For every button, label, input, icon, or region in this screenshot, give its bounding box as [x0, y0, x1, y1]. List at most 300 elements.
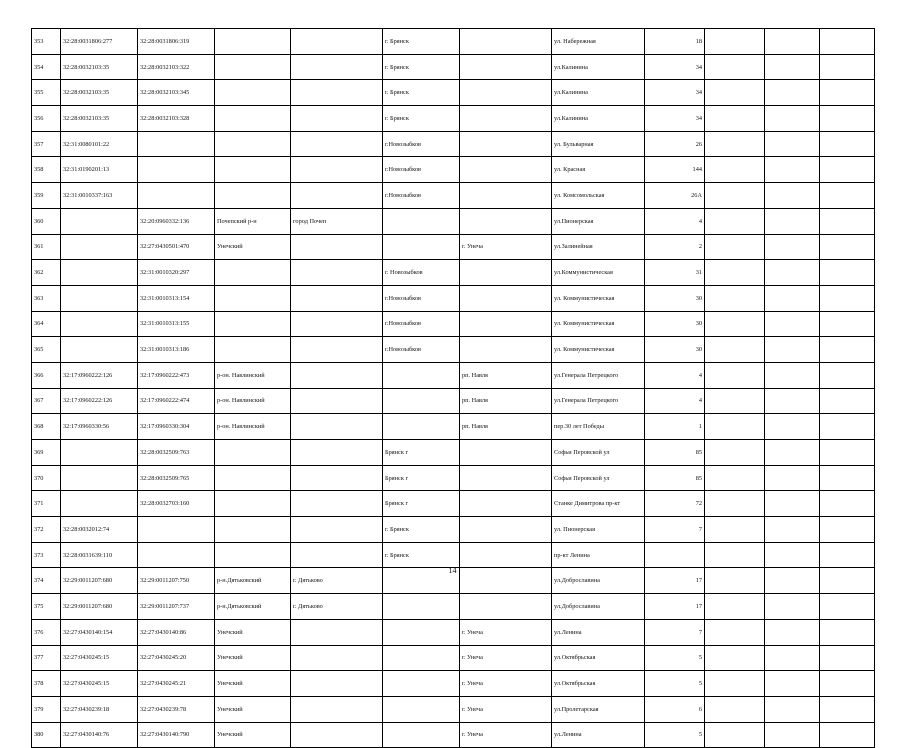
town-cell: г. Брянск — [383, 106, 460, 132]
town-cell: г. Брянск — [383, 517, 460, 543]
town-cell: г. Брянск — [383, 29, 460, 55]
row-number-cell: 362 — [32, 260, 61, 286]
house-number-cell: 30 — [645, 285, 705, 311]
old-cadastral-number-cell — [61, 285, 138, 311]
empty-cell — [820, 234, 875, 260]
old-cadastral-number-cell: 32:31:0190201:13 — [61, 157, 138, 183]
row-number-cell: 377 — [32, 645, 61, 671]
street-cell: ул. Коммунистическая — [552, 337, 645, 363]
settlement-cell — [460, 131, 552, 157]
town-cell: Брянск г — [383, 465, 460, 491]
property-register-table — [31, 28, 875, 748]
empty-cell — [820, 183, 875, 209]
town-cell: г. Новозыбков — [383, 260, 460, 286]
street-cell: Софьи Перовской ул — [552, 440, 645, 466]
old-cadastral-number-cell: 32:27:0430239:18 — [61, 696, 138, 722]
house-number-cell: 30 — [645, 337, 705, 363]
table-row — [32, 619, 875, 645]
settlement-cell — [460, 106, 552, 132]
city-cell — [291, 671, 383, 697]
empty-cell — [705, 131, 765, 157]
city-cell — [291, 414, 383, 440]
empty-cell — [705, 542, 765, 568]
town-cell: г.Новозыбков — [383, 285, 460, 311]
city-cell — [291, 157, 383, 183]
cadastral-number-cell: 32:27:0430140:86 — [138, 619, 215, 645]
row-number-cell: 356 — [32, 106, 61, 132]
district-cell — [215, 29, 291, 55]
cadastral-number-cell: 32:27:0430245:21 — [138, 671, 215, 697]
empty-cell — [820, 517, 875, 543]
empty-cell — [765, 491, 820, 517]
empty-cell — [705, 517, 765, 543]
house-number-cell: 17 — [645, 594, 705, 620]
row-number-cell: 358 — [32, 157, 61, 183]
cadastral-number-cell: 32:31:0010313:186 — [138, 337, 215, 363]
empty-cell — [820, 388, 875, 414]
empty-cell — [705, 645, 765, 671]
old-cadastral-number-cell: 32:28:0031639:110 — [61, 542, 138, 568]
empty-cell — [820, 29, 875, 55]
district-cell: Почепский р-н — [215, 208, 291, 234]
settlement-cell — [460, 80, 552, 106]
old-cadastral-number-cell: 32:27:0430140:76 — [61, 722, 138, 748]
district-cell — [215, 260, 291, 286]
row-number-cell: 369 — [32, 440, 61, 466]
empty-cell — [705, 208, 765, 234]
old-cadastral-number-cell: 32:28:0031806:277 — [61, 29, 138, 55]
empty-cell — [765, 440, 820, 466]
empty-cell — [705, 696, 765, 722]
empty-cell — [820, 619, 875, 645]
cadastral-number-cell: 32:31:0010313:155 — [138, 311, 215, 337]
row-number-cell: 367 — [32, 388, 61, 414]
empty-cell — [820, 414, 875, 440]
cadastral-number-cell: 32:17:0960330:304 — [138, 414, 215, 440]
old-cadastral-number-cell: 32:27:0430245:15 — [61, 671, 138, 697]
empty-cell — [765, 362, 820, 388]
empty-cell — [765, 54, 820, 80]
empty-cell — [705, 619, 765, 645]
empty-cell — [705, 285, 765, 311]
house-number-cell: 5 — [645, 645, 705, 671]
table-row — [32, 517, 875, 543]
old-cadastral-number-cell — [61, 260, 138, 286]
table-row — [32, 645, 875, 671]
house-number-cell: 7 — [645, 517, 705, 543]
empty-cell — [765, 131, 820, 157]
empty-cell — [765, 542, 820, 568]
cadastral-number-cell: 32:28:0032703:160 — [138, 491, 215, 517]
district-cell — [215, 183, 291, 209]
street-cell: ул. Красная — [552, 157, 645, 183]
settlement-cell: г. Унеча — [460, 619, 552, 645]
settlement-cell — [460, 157, 552, 183]
empty-cell — [820, 722, 875, 748]
register-sheet — [31, 28, 874, 748]
empty-cell — [765, 311, 820, 337]
street-cell: ул.Доброславина — [552, 594, 645, 620]
settlement-cell: г. Унеча — [460, 645, 552, 671]
table-row — [32, 696, 875, 722]
old-cadastral-number-cell: 32:28:0032103:35 — [61, 106, 138, 132]
street-cell: ул. Комсомольская — [552, 183, 645, 209]
row-number-cell: 353 — [32, 29, 61, 55]
settlement-cell: г. Унеча — [460, 722, 552, 748]
empty-cell — [820, 260, 875, 286]
old-cadastral-number-cell: 32:29:0011207:680 — [61, 568, 138, 594]
empty-cell — [705, 260, 765, 286]
row-number-cell: 368 — [32, 414, 61, 440]
old-cadastral-number-cell: 32:28:0032103:35 — [61, 54, 138, 80]
empty-cell — [765, 388, 820, 414]
table-row — [32, 671, 875, 697]
town-cell — [383, 414, 460, 440]
empty-cell — [765, 183, 820, 209]
empty-cell — [820, 362, 875, 388]
town-cell: г.Новозыбков — [383, 311, 460, 337]
empty-cell — [765, 696, 820, 722]
town-cell: Брянск г — [383, 491, 460, 517]
city-cell — [291, 491, 383, 517]
settlement-cell — [460, 54, 552, 80]
empty-cell — [705, 157, 765, 183]
empty-cell — [705, 337, 765, 363]
empty-cell — [820, 337, 875, 363]
house-number-cell: 30 — [645, 311, 705, 337]
empty-cell — [820, 671, 875, 697]
street-cell: ул.Генерала Петрецкого — [552, 388, 645, 414]
house-number-cell: 4 — [645, 388, 705, 414]
cadastral-number-cell: 32:17:0960222:474 — [138, 388, 215, 414]
town-cell: г.Новозыбков — [383, 183, 460, 209]
cadastral-number-cell: 32:20:0960332:136 — [138, 208, 215, 234]
cadastral-number-cell: 32:28:0032509:763 — [138, 440, 215, 466]
street-cell: ул.Генерала Петрецкого — [552, 362, 645, 388]
empty-cell — [705, 414, 765, 440]
cadastral-number-cell: 32:27:0430245:20 — [138, 645, 215, 671]
city-cell — [291, 106, 383, 132]
settlement-cell — [460, 542, 552, 568]
settlement-cell — [460, 260, 552, 286]
old-cadastral-number-cell: 32:29:0011207:680 — [61, 594, 138, 620]
city-cell — [291, 285, 383, 311]
district-cell: р-он. Навлинский — [215, 388, 291, 414]
settlement-cell — [460, 594, 552, 620]
city-cell — [291, 517, 383, 543]
district-cell — [215, 542, 291, 568]
row-number-cell: 361 — [32, 234, 61, 260]
row-number-cell: 370 — [32, 465, 61, 491]
empty-cell — [705, 440, 765, 466]
town-cell: Брянск г — [383, 440, 460, 466]
old-cadastral-number-cell: 32:27:0430245:15 — [61, 645, 138, 671]
street-cell: пр-кт Ленина — [552, 542, 645, 568]
empty-cell — [705, 362, 765, 388]
city-cell — [291, 542, 383, 568]
row-number-cell: 364 — [32, 311, 61, 337]
empty-cell — [765, 337, 820, 363]
old-cadastral-number-cell — [61, 311, 138, 337]
district-cell: Унечский — [215, 671, 291, 697]
town-cell — [383, 362, 460, 388]
district-cell: р-н.Дятьковский — [215, 594, 291, 620]
street-cell: ул.Ленина — [552, 722, 645, 748]
empty-cell — [820, 491, 875, 517]
table-row — [32, 337, 875, 363]
table-row — [32, 131, 875, 157]
district-cell — [215, 491, 291, 517]
empty-cell — [765, 671, 820, 697]
city-cell — [291, 696, 383, 722]
town-cell — [383, 645, 460, 671]
row-number-cell: 359 — [32, 183, 61, 209]
town-cell — [383, 722, 460, 748]
empty-cell — [705, 234, 765, 260]
old-cadastral-number-cell — [61, 465, 138, 491]
settlement-cell — [460, 517, 552, 543]
settlement-cell — [460, 491, 552, 517]
row-number-cell: 373 — [32, 542, 61, 568]
row-number-cell: 374 — [32, 568, 61, 594]
empty-cell — [820, 465, 875, 491]
empty-cell — [820, 131, 875, 157]
empty-cell — [820, 80, 875, 106]
row-number-cell: 357 — [32, 131, 61, 157]
empty-cell — [765, 722, 820, 748]
cadastral-number-cell: 32:27:0430239:78 — [138, 696, 215, 722]
row-number-cell: 379 — [32, 696, 61, 722]
street-cell: ул.Калинина — [552, 106, 645, 132]
city-cell: г. Дятьково — [291, 594, 383, 620]
old-cadastral-number-cell: 32:27:0430140:154 — [61, 619, 138, 645]
town-cell — [383, 594, 460, 620]
cadastral-number-cell: 32:28:0032509:765 — [138, 465, 215, 491]
district-cell — [215, 131, 291, 157]
row-number-cell: 354 — [32, 54, 61, 80]
empty-cell — [705, 54, 765, 80]
district-cell — [215, 157, 291, 183]
page-number: 14 — [448, 566, 457, 575]
street-cell: ул.Залинейная — [552, 234, 645, 260]
empty-cell — [820, 208, 875, 234]
empty-cell — [765, 80, 820, 106]
old-cadastral-number-cell — [61, 440, 138, 466]
old-cadastral-number-cell: 32:31:0010337:163 — [61, 183, 138, 209]
town-cell: г. Брянск — [383, 80, 460, 106]
settlement-cell: г. Унеча — [460, 696, 552, 722]
house-number-cell: 34 — [645, 106, 705, 132]
street-cell: ул.Доброславина — [552, 568, 645, 594]
table-row — [32, 594, 875, 620]
house-number-cell: 7 — [645, 619, 705, 645]
cadastral-number-cell: 32:28:0031806:319 — [138, 29, 215, 55]
town-cell: г.Новозыбков — [383, 337, 460, 363]
settlement-cell — [460, 440, 552, 466]
house-number-cell: 31 — [645, 260, 705, 286]
row-number-cell: 363 — [32, 285, 61, 311]
city-cell — [291, 722, 383, 748]
street-cell: ул.Октябрьская — [552, 645, 645, 671]
city-cell — [291, 80, 383, 106]
street-cell: ул.Калинина — [552, 54, 645, 80]
city-cell — [291, 54, 383, 80]
district-cell — [215, 80, 291, 106]
street-cell: пер.30 лет Победы — [552, 414, 645, 440]
empty-cell — [820, 157, 875, 183]
cadastral-number-cell: 32:27:0430140:790 — [138, 722, 215, 748]
empty-cell — [765, 260, 820, 286]
empty-cell — [820, 594, 875, 620]
district-cell — [215, 285, 291, 311]
house-number-cell: 1 — [645, 414, 705, 440]
table-row — [32, 80, 875, 106]
house-number-cell: 18 — [645, 29, 705, 55]
house-number-cell: 34 — [645, 80, 705, 106]
table-row — [32, 388, 875, 414]
table-row — [32, 29, 875, 55]
old-cadastral-number-cell — [61, 337, 138, 363]
settlement-cell: рп. Навля — [460, 388, 552, 414]
empty-cell — [820, 440, 875, 466]
row-number-cell: 380 — [32, 722, 61, 748]
empty-cell — [765, 619, 820, 645]
settlement-cell — [460, 208, 552, 234]
table-row — [32, 208, 875, 234]
empty-cell — [705, 106, 765, 132]
empty-cell — [765, 157, 820, 183]
street-cell: ул.Ленина — [552, 619, 645, 645]
town-cell: г. Брянск — [383, 54, 460, 80]
street-cell: Станке Димитрова пр-кт — [552, 491, 645, 517]
empty-cell — [820, 542, 875, 568]
street-cell: ул. Набережная — [552, 29, 645, 55]
row-number-cell: 378 — [32, 671, 61, 697]
house-number-cell: 85 — [645, 440, 705, 466]
city-cell: город Почеп — [291, 208, 383, 234]
city-cell — [291, 29, 383, 55]
table-row — [32, 542, 875, 568]
settlement-cell: рп. Навля — [460, 414, 552, 440]
empty-cell — [705, 594, 765, 620]
empty-cell — [765, 594, 820, 620]
old-cadastral-number-cell: 32:28:0032103:35 — [61, 80, 138, 106]
house-number-cell: 72 — [645, 491, 705, 517]
town-cell — [383, 388, 460, 414]
city-cell — [291, 337, 383, 363]
cadastral-number-cell: 32:27:0430501:470 — [138, 234, 215, 260]
cadastral-number-cell: 32:17:0960222:473 — [138, 362, 215, 388]
district-cell: Унечский — [215, 234, 291, 260]
table-row — [32, 234, 875, 260]
row-number-cell: 360 — [32, 208, 61, 234]
cadastral-number-cell: 32:29:0011207:750 — [138, 568, 215, 594]
table-row — [32, 722, 875, 748]
old-cadastral-number-cell: 32:31:0080101:22 — [61, 131, 138, 157]
table-row — [32, 106, 875, 132]
empty-cell — [820, 645, 875, 671]
cadastral-number-cell: 32:29:0011207:737 — [138, 594, 215, 620]
settlement-cell — [460, 337, 552, 363]
settlement-cell: рп. Навля — [460, 362, 552, 388]
house-number-cell: 5 — [645, 671, 705, 697]
table-row — [32, 183, 875, 209]
town-cell — [383, 696, 460, 722]
house-number-cell: 144 — [645, 157, 705, 183]
settlement-cell — [460, 29, 552, 55]
table-row — [32, 440, 875, 466]
house-number-cell: 6 — [645, 696, 705, 722]
settlement-cell — [460, 285, 552, 311]
empty-cell — [765, 645, 820, 671]
old-cadastral-number-cell: 32:28:0032012:74 — [61, 517, 138, 543]
district-cell: Унечский — [215, 722, 291, 748]
city-cell — [291, 362, 383, 388]
empty-cell — [705, 722, 765, 748]
table-row — [32, 491, 875, 517]
empty-cell — [820, 54, 875, 80]
cadastral-number-cell: 32:28:0032103:328 — [138, 106, 215, 132]
city-cell — [291, 311, 383, 337]
table-row — [32, 54, 875, 80]
street-cell: ул. Бульварная — [552, 131, 645, 157]
street-cell: ул.Калинина — [552, 80, 645, 106]
settlement-cell: г. Унеча — [460, 671, 552, 697]
town-cell — [383, 619, 460, 645]
old-cadastral-number-cell — [61, 234, 138, 260]
city-cell — [291, 183, 383, 209]
district-cell: Унечский — [215, 645, 291, 671]
old-cadastral-number-cell — [61, 491, 138, 517]
city-cell — [291, 645, 383, 671]
city-cell: г. Дятьково — [291, 568, 383, 594]
row-number-cell: 375 — [32, 594, 61, 620]
table-row — [32, 157, 875, 183]
old-cadastral-number-cell — [61, 208, 138, 234]
district-cell: Унечский — [215, 619, 291, 645]
house-number-cell: 26А — [645, 183, 705, 209]
table-row — [32, 311, 875, 337]
settlement-cell — [460, 311, 552, 337]
row-number-cell: 365 — [32, 337, 61, 363]
house-number-cell: 26 — [645, 131, 705, 157]
settlement-cell: г. Унеча — [460, 234, 552, 260]
street-cell: ул. Коммунистическая — [552, 311, 645, 337]
district-cell — [215, 337, 291, 363]
town-cell: г. Брянск — [383, 542, 460, 568]
cadastral-number-cell — [138, 157, 215, 183]
empty-cell — [705, 388, 765, 414]
town-cell — [383, 208, 460, 234]
empty-cell — [765, 285, 820, 311]
empty-cell — [705, 671, 765, 697]
district-cell — [215, 465, 291, 491]
empty-cell — [765, 414, 820, 440]
city-cell — [291, 234, 383, 260]
cadastral-number-cell — [138, 183, 215, 209]
city-cell — [291, 388, 383, 414]
cadastral-number-cell: 32:31:0010313:154 — [138, 285, 215, 311]
empty-cell — [705, 183, 765, 209]
row-number-cell: 366 — [32, 362, 61, 388]
table-row — [32, 285, 875, 311]
district-cell — [215, 54, 291, 80]
city-cell — [291, 260, 383, 286]
house-number-cell — [645, 542, 705, 568]
city-cell — [291, 619, 383, 645]
district-cell — [215, 440, 291, 466]
street-cell: ул. Коммунистическая — [552, 285, 645, 311]
